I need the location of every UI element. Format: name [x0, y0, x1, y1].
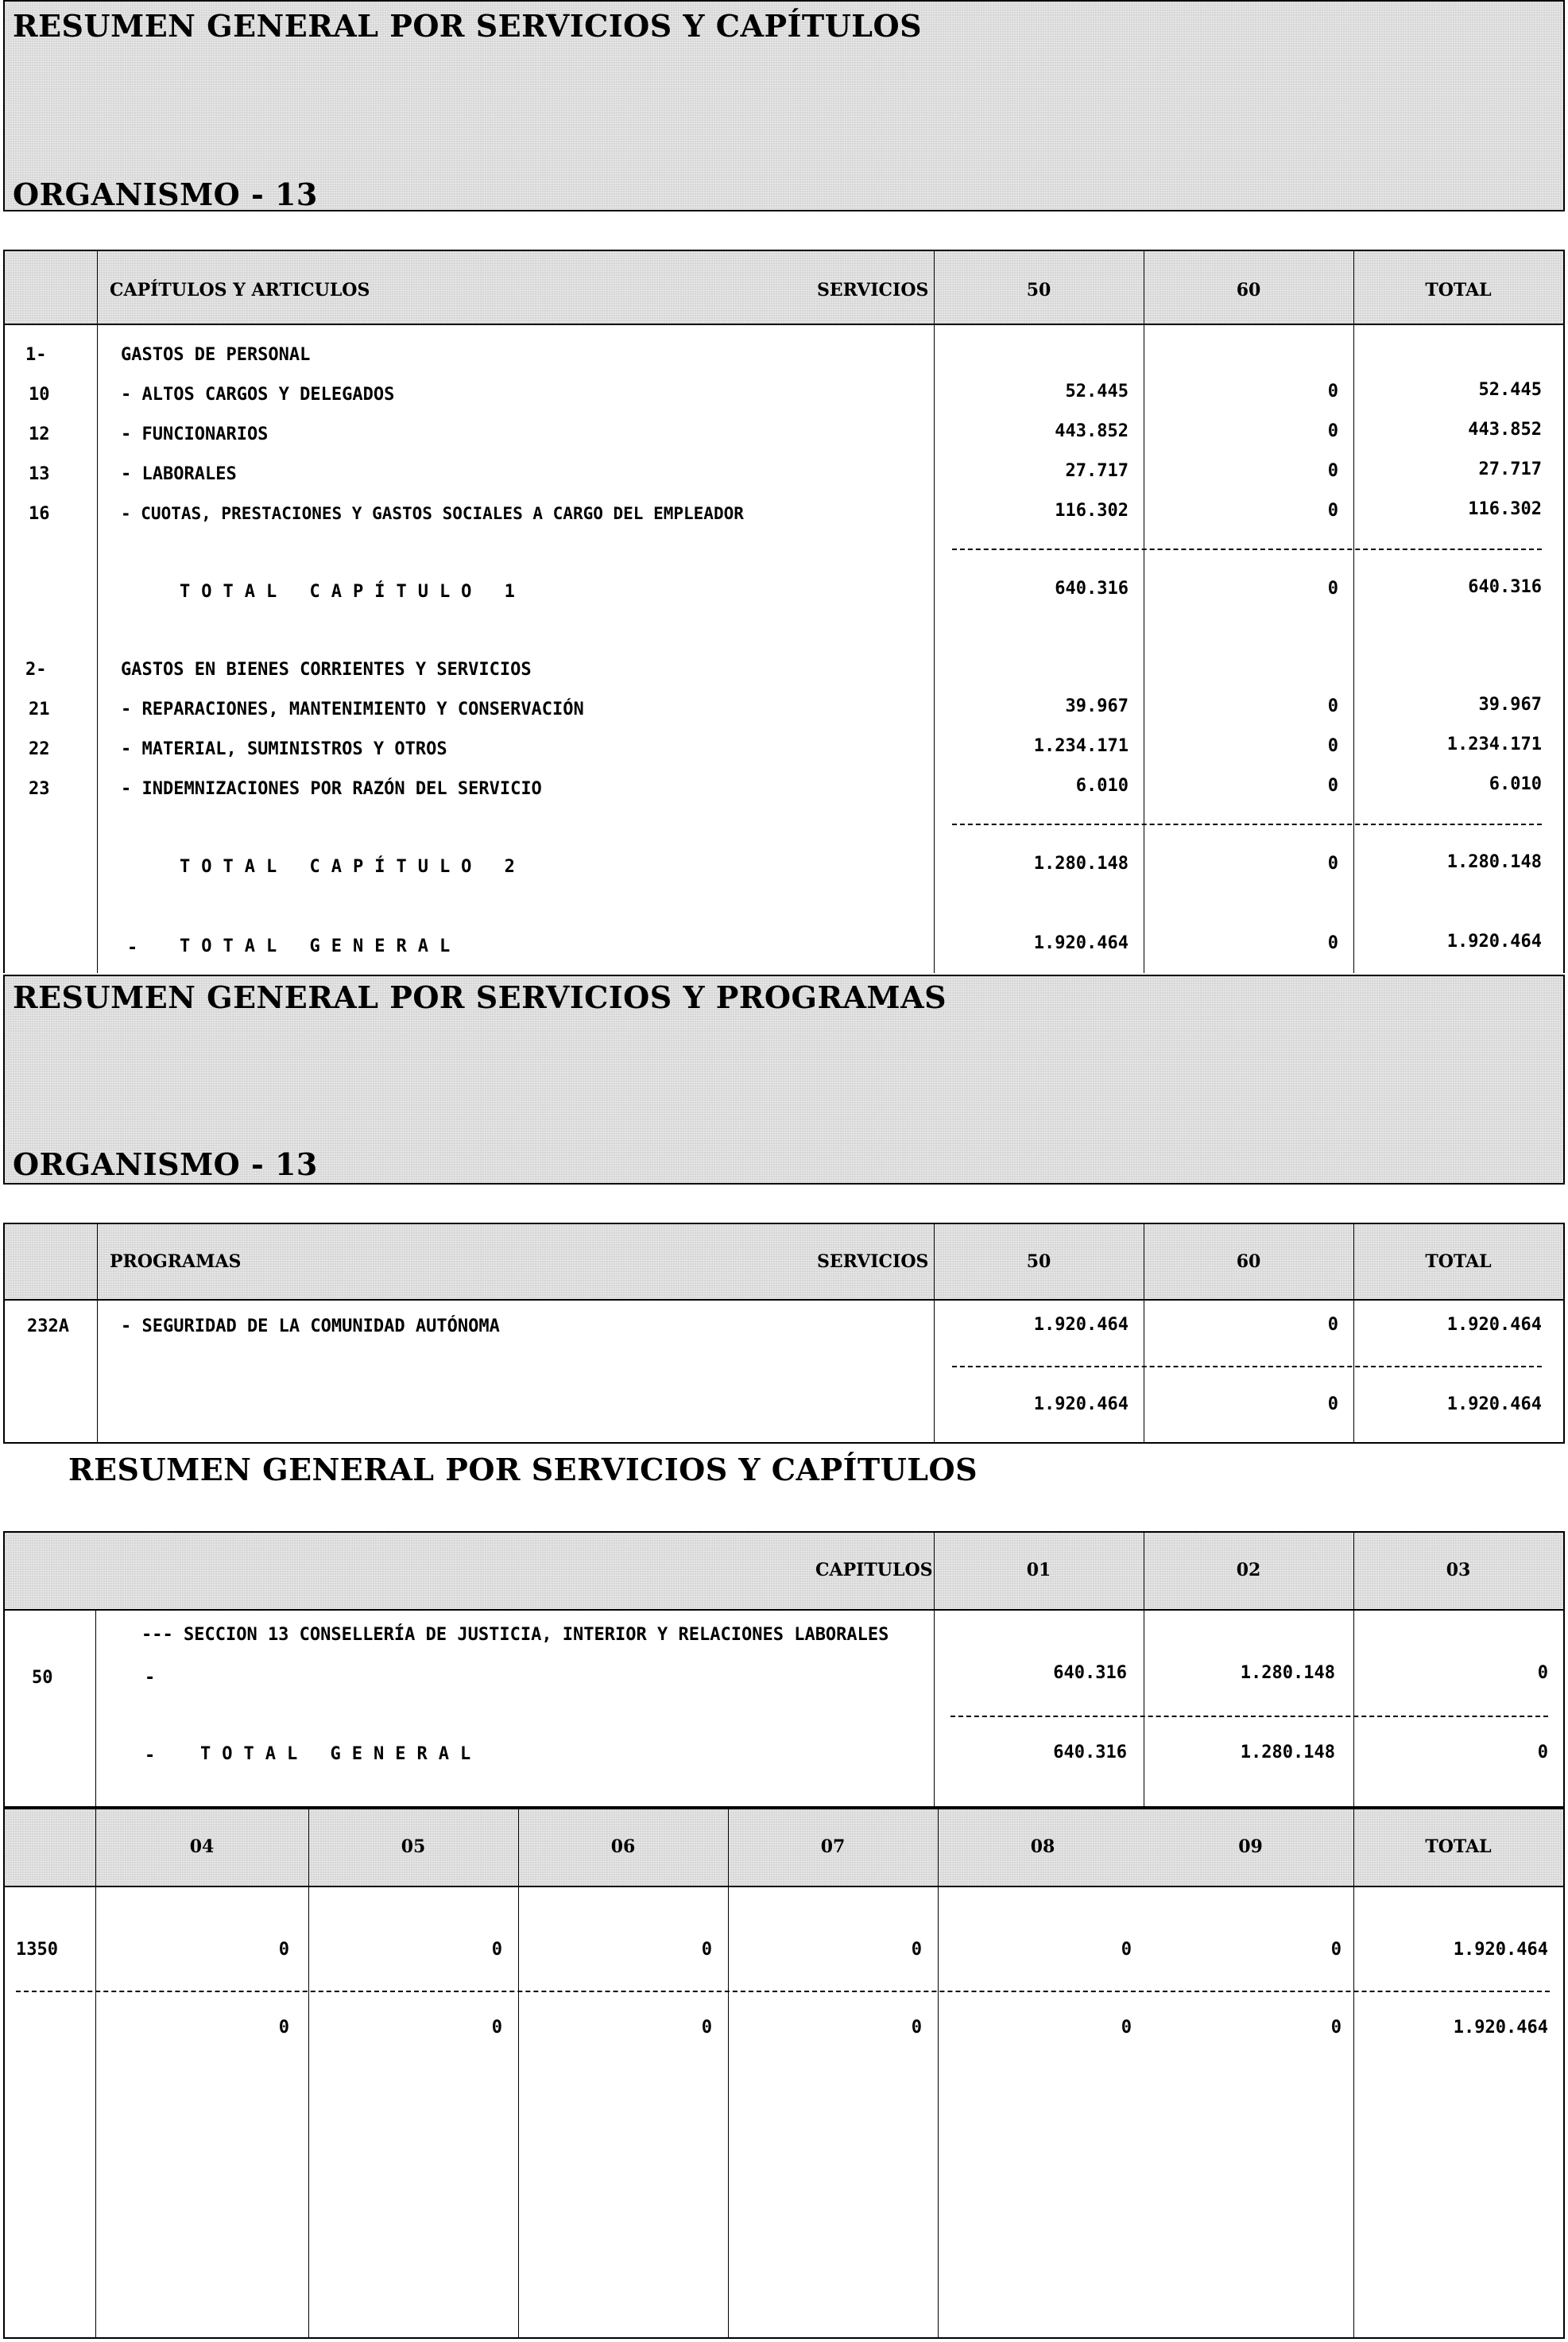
row2-value-07: 0: [911, 1940, 922, 1960]
row-value-60: 0: [1327, 382, 1338, 401]
header-col-06: 06: [610, 1836, 636, 1857]
row-code: 10: [29, 385, 50, 405]
row-code: 16: [29, 504, 50, 524]
row-value-total: 39.967: [1478, 695, 1542, 715]
servicio-value-03: 0: [1537, 1663, 1548, 1683]
servicio-code: 50: [32, 1668, 53, 1688]
subtotal-separator: [950, 1716, 1548, 1717]
grand-total-value-60: 0: [1327, 933, 1338, 953]
row2-value-08: 0: [1121, 1940, 1132, 1960]
sum2-value-07: 0: [911, 2018, 922, 2038]
header-col-total: TOTAL: [1425, 1251, 1492, 1272]
subtotal-separator: [952, 549, 1542, 550]
sum2-value-09: 0: [1330, 2018, 1342, 2038]
row2-value-05: 0: [491, 1940, 502, 1960]
row2-value-total: 1.920.464: [1453, 1940, 1548, 1960]
grand-total-label: TOTAL GENERAL: [180, 936, 462, 956]
seccion-label: --- SECCION 13 CONSELLERÍA DE JUSTICIA, INTERIOR Y RELACIONES LABORALES: [141, 1625, 889, 1645]
program-value-50: 1.920.464: [1033, 1315, 1129, 1335]
grand-total-value-50: 1.920.464: [1033, 933, 1129, 953]
row-code: 23: [29, 779, 50, 799]
section3-table-b: [3, 1808, 1565, 2339]
row-label: GASTOS EN BIENES CORRIENTES Y SERVICIOS: [121, 660, 532, 680]
program-code: 232A: [27, 1316, 69, 1336]
sum2-value-04: 0: [278, 2018, 289, 2038]
row-code: 12: [29, 425, 50, 444]
section1-organismo: ORGANISMO - 13: [13, 176, 318, 212]
row-label: - CUOTAS, PRESTACIONES Y GASTOS SOCIALES A CARGO DEL EMPLEADOR: [121, 504, 744, 523]
header-programas: PROGRAMAS: [110, 1251, 242, 1272]
header-col-02: 02: [1236, 1560, 1261, 1580]
row-label: - MATERIAL, SUMINISTROS Y OTROS: [121, 739, 447, 759]
header-servicios: SERVICIOS: [817, 1251, 929, 1272]
grand-total-dash: -: [127, 938, 138, 958]
header-servicios: SERVICIOS: [817, 280, 929, 301]
program-sum-50: 1.920.464: [1033, 1394, 1129, 1414]
header-col-09: 09: [1238, 1836, 1263, 1857]
section1-title: RESUMEN GENERAL POR SERVICIOS Y CAPÍTULOS: [13, 8, 923, 44]
subtotal-label: TOTAL CAPÍTULO 1: [180, 582, 526, 602]
row2-value-04: 0: [278, 1940, 289, 1960]
row-value-60: 0: [1327, 696, 1338, 716]
header-col-total: TOTAL: [1425, 280, 1492, 301]
row-label: - FUNCIONARIOS: [121, 425, 269, 444]
row-value-total: 1.234.171: [1446, 735, 1542, 754]
header-col-50: 50: [1026, 280, 1051, 301]
servicio-dash: -: [145, 1668, 156, 1688]
row-code: 2-: [25, 660, 47, 680]
header-col-60: 60: [1236, 1251, 1261, 1272]
row-value-60: 0: [1327, 421, 1338, 441]
row-value-50: 52.445: [1065, 382, 1129, 401]
header-col-total: TOTAL: [1425, 1836, 1492, 1857]
row-value-60: 0: [1327, 501, 1338, 521]
subtotal-value-50: 1.280.148: [1033, 854, 1129, 874]
section2-title: RESUMEN GENERAL POR SERVICIOS Y PROGRAMAS: [13, 979, 947, 1015]
header-capitulos: CAPITULOS: [815, 1560, 933, 1580]
header-col-05: 05: [401, 1836, 426, 1857]
header-col-08: 08: [1030, 1836, 1055, 1857]
sum2-value-06: 0: [701, 2018, 712, 2038]
row-label: GASTOS DE PERSONAL: [121, 345, 311, 365]
subtotal-separator: [952, 824, 1542, 825]
row-code: 22: [29, 739, 50, 759]
row-value-50: 1.234.171: [1033, 736, 1129, 756]
row-value-total: 116.302: [1468, 499, 1542, 519]
header-col-01: 01: [1026, 1560, 1051, 1580]
subtotal-value-50: 640.316: [1055, 579, 1129, 599]
servicio-value-02: 1.280.148: [1240, 1663, 1335, 1683]
row-value-total: 27.717: [1478, 459, 1542, 479]
row-value-60: 0: [1327, 461, 1338, 481]
row-label: - ALTOS CARGOS Y DELEGADOS: [121, 385, 395, 405]
servicio-value-01: 640.316: [1053, 1663, 1127, 1683]
row-value-50: 6.010: [1075, 776, 1129, 796]
row-label: - INDEMNIZACIONES POR RAZÓN DEL SERVICIO: [121, 779, 542, 799]
grand-total-value-03: 0: [1537, 1743, 1548, 1762]
row2-value-06: 0: [701, 1940, 712, 1960]
program-value-60: 0: [1327, 1315, 1338, 1335]
row-value-50: 443.852: [1055, 421, 1129, 441]
header-col-50: 50: [1026, 1251, 1051, 1272]
row-code: 21: [29, 700, 50, 719]
program-sum-60: 0: [1327, 1394, 1338, 1414]
header-capitulos-articulos: CAPÍTULOS Y ARTICULOS: [110, 280, 370, 301]
header-col-60: 60: [1236, 280, 1261, 301]
row-value-60: 0: [1327, 736, 1338, 756]
row-value-total: 52.445: [1478, 380, 1542, 400]
grand-total-value-01: 640.316: [1053, 1743, 1127, 1762]
row-code: 1-: [25, 345, 47, 365]
row-value-total: 443.852: [1468, 420, 1542, 440]
sum2-value-total: 1.920.464: [1453, 2018, 1548, 2038]
sum2-value-05: 0: [491, 2018, 502, 2038]
row2-value-09: 0: [1330, 1940, 1342, 1960]
header-col-03: 03: [1446, 1560, 1471, 1580]
row-code: 13: [29, 464, 50, 484]
subtotal-value-total: 1.280.148: [1446, 852, 1542, 872]
subtotal-separator: [952, 1366, 1542, 1367]
row-label: - LABORALES: [121, 464, 237, 484]
grand-total-value-02: 1.280.148: [1240, 1743, 1335, 1762]
subtotal-label: TOTAL CAPÍTULO 2: [180, 857, 526, 877]
row2-code: 1350: [16, 1940, 58, 1960]
row-label: - REPARACIONES, MANTENIMIENTO Y CONSERVACIÓN: [121, 700, 584, 719]
header-col-04: 04: [189, 1836, 215, 1857]
sum2-value-08: 0: [1121, 2018, 1132, 2038]
grand-total-value-total: 1.920.464: [1446, 932, 1542, 952]
row-value-60: 0: [1327, 776, 1338, 796]
row-value-50: 39.967: [1065, 696, 1129, 716]
subtotal-value-total: 640.316: [1468, 577, 1542, 597]
grand-total-dash: -: [145, 1746, 156, 1766]
subtotal-value-60: 0: [1327, 854, 1338, 874]
section3-title: RESUMEN GENERAL POR SERVICIOS Y CAPÍTULOS: [68, 1452, 978, 1487]
program-value-total: 1.920.464: [1446, 1315, 1542, 1335]
subtotal-separator: [16, 1991, 1550, 1992]
program-label: - SEGURIDAD DE LA COMUNIDAD AUTÓNOMA: [121, 1316, 500, 1336]
row-value-50: 116.302: [1055, 501, 1129, 521]
row-value-50: 27.717: [1065, 461, 1129, 481]
row-value-total: 6.010: [1489, 774, 1542, 794]
header-col-07: 07: [820, 1836, 846, 1857]
subtotal-value-60: 0: [1327, 579, 1338, 599]
grand-total-label: TOTAL GENERAL: [200, 1744, 482, 1764]
program-sum-total: 1.920.464: [1446, 1394, 1542, 1414]
section2-organismo: ORGANISMO - 13: [13, 1146, 318, 1182]
